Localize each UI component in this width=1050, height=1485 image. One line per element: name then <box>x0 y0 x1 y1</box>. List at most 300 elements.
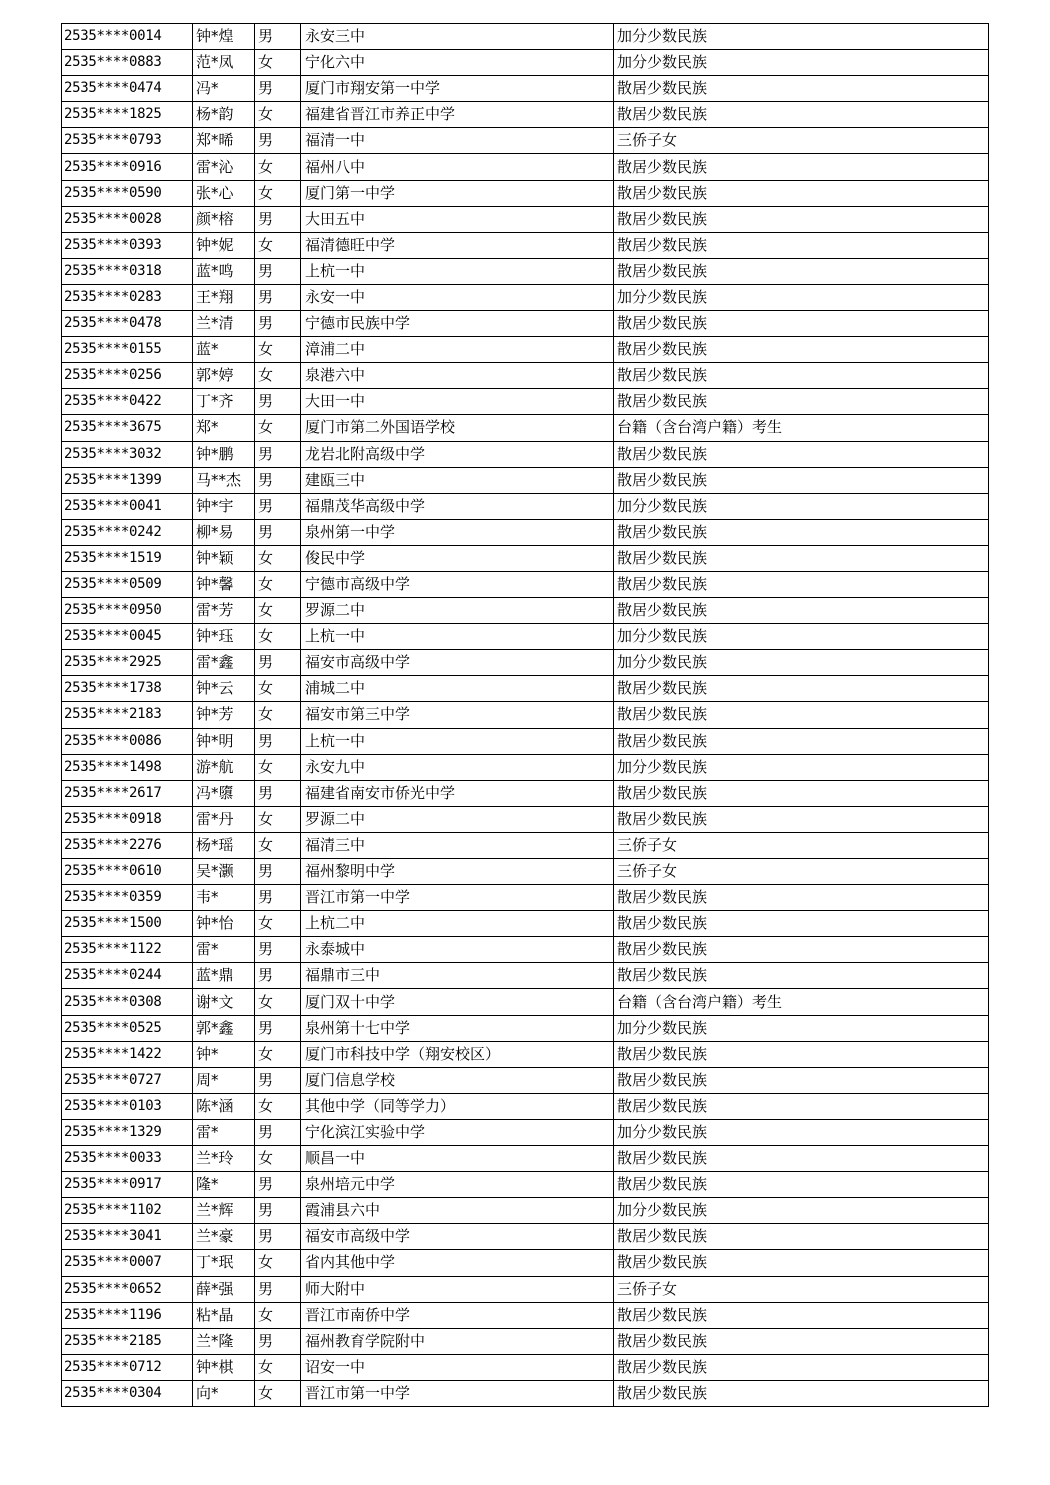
gender-cell: 女 <box>255 1380 301 1406</box>
student-name-cell: 丁*珉 <box>193 1250 255 1276</box>
category-cell: 加分少数民族 <box>614 1015 989 1041</box>
student-name-cell: 钟*芳 <box>193 702 255 728</box>
candidate-id-cell: 2535****0304 <box>62 1380 193 1406</box>
category-cell: 散居少数民族 <box>614 1146 989 1172</box>
student-name-cell: 韦* <box>193 885 255 911</box>
table-row <box>62 1172 989 1198</box>
gender-cell: 男 <box>255 1198 301 1224</box>
category-cell: 散居少数民族 <box>614 441 989 467</box>
candidate-id-cell: 2535****0712 <box>62 1354 193 1380</box>
student-name-cell: 钟*鹏 <box>193 441 255 467</box>
school-cell: 厦门信息学校 <box>301 1067 614 1093</box>
table-row <box>62 102 989 128</box>
candidate-id-cell: 2535****0883 <box>62 50 193 76</box>
school-cell: 厦门双十中学 <box>301 989 614 1015</box>
school-cell: 宁德市高级中学 <box>301 571 614 597</box>
candidate-id-cell: 2535****0918 <box>62 806 193 832</box>
school-cell: 福安市高级中学 <box>301 650 614 676</box>
table-row <box>62 571 989 597</box>
school-cell: 上杭二中 <box>301 911 614 937</box>
student-name-cell: 郭*婷 <box>193 363 255 389</box>
school-cell: 福清三中 <box>301 832 614 858</box>
student-name-cell: 钟*宇 <box>193 493 255 519</box>
gender-cell: 男 <box>255 885 301 911</box>
school-cell: 永泰城中 <box>301 937 614 963</box>
school-cell: 厦门市翔安第一中学 <box>301 76 614 102</box>
category-cell: 台籍（含台湾户籍）考生 <box>614 415 989 441</box>
student-name-cell: 隆* <box>193 1172 255 1198</box>
table-row <box>62 50 989 76</box>
table-row <box>62 519 989 545</box>
candidate-id-cell: 2535****1399 <box>62 467 193 493</box>
gender-cell: 男 <box>255 1119 301 1145</box>
school-cell: 泉港六中 <box>301 363 614 389</box>
student-name-cell: 雷*丹 <box>193 806 255 832</box>
candidate-id-cell: 2535****1102 <box>62 1198 193 1224</box>
student-name-cell: 兰*辉 <box>193 1198 255 1224</box>
table-row <box>62 24 989 50</box>
school-cell: 上杭一中 <box>301 258 614 284</box>
category-cell: 散居少数民族 <box>614 571 989 597</box>
category-cell: 散居少数民族 <box>614 337 989 363</box>
category-cell: 三侨子女 <box>614 832 989 858</box>
candidate-id-cell: 2535****0308 <box>62 989 193 1015</box>
student-name-cell: 吴*灏 <box>193 859 255 885</box>
gender-cell: 女 <box>255 545 301 571</box>
gender-cell: 男 <box>255 76 301 102</box>
student-name-cell: 钟*明 <box>193 728 255 754</box>
category-cell: 散居少数民族 <box>614 1328 989 1354</box>
gender-cell: 女 <box>255 180 301 206</box>
school-cell: 福清一中 <box>301 128 614 154</box>
student-name-cell: 郑* <box>193 415 255 441</box>
category-cell: 散居少数民族 <box>614 1354 989 1380</box>
candidate-id-cell: 2535****0474 <box>62 76 193 102</box>
gender-cell: 女 <box>255 1146 301 1172</box>
candidate-id-cell: 2535****0393 <box>62 232 193 258</box>
candidate-id-cell: 2535****2185 <box>62 1328 193 1354</box>
candidate-id-cell: 2535****0014 <box>62 24 193 50</box>
category-cell: 散居少数民族 <box>614 1067 989 1093</box>
candidate-id-cell: 2535****0610 <box>62 859 193 885</box>
category-cell: 散居少数民族 <box>614 598 989 624</box>
school-cell: 宁化六中 <box>301 50 614 76</box>
category-cell: 散居少数民族 <box>614 885 989 911</box>
school-cell: 宁化滨江实验中学 <box>301 1119 614 1145</box>
gender-cell: 女 <box>255 571 301 597</box>
gender-cell: 女 <box>255 50 301 76</box>
student-name-cell: 钟*馨 <box>193 571 255 597</box>
table-row <box>62 258 989 284</box>
gender-cell: 男 <box>255 780 301 806</box>
table-row <box>62 311 989 337</box>
student-name-cell: 钟* <box>193 1041 255 1067</box>
school-cell: 福州黎明中学 <box>301 859 614 885</box>
candidate-id-cell: 2535****3675 <box>62 415 193 441</box>
student-name-cell: 雷* <box>193 1119 255 1145</box>
candidate-id-cell: 2535****0086 <box>62 728 193 754</box>
school-cell: 永安三中 <box>301 24 614 50</box>
gender-cell: 女 <box>255 989 301 1015</box>
school-cell: 泉州第十七中学 <box>301 1015 614 1041</box>
candidate-id-cell: 2535****0793 <box>62 128 193 154</box>
gender-cell: 男 <box>255 1224 301 1250</box>
gender-cell: 男 <box>255 728 301 754</box>
table-row <box>62 1067 989 1093</box>
gender-cell: 女 <box>255 1250 301 1276</box>
category-cell: 三侨子女 <box>614 859 989 885</box>
table-row <box>62 389 989 415</box>
table-row <box>62 1146 989 1172</box>
candidate-id-cell: 2535****0318 <box>62 258 193 284</box>
table-row <box>62 754 989 780</box>
student-name-cell: 薛*强 <box>193 1276 255 1302</box>
candidate-id-cell: 2535****0525 <box>62 1015 193 1041</box>
category-cell: 加分少数民族 <box>614 754 989 780</box>
table-row <box>62 650 989 676</box>
candidate-id-cell: 2535****0590 <box>62 180 193 206</box>
candidate-id-cell: 2535****0155 <box>62 337 193 363</box>
table-row <box>62 1119 989 1145</box>
student-name-cell: 钟*棋 <box>193 1354 255 1380</box>
gender-cell: 女 <box>255 832 301 858</box>
table-row <box>62 1302 989 1328</box>
table-row <box>62 1015 989 1041</box>
table-row <box>62 702 989 728</box>
roster-body <box>62 24 989 1407</box>
category-cell: 加分少数民族 <box>614 50 989 76</box>
category-cell: 散居少数民族 <box>614 519 989 545</box>
table-row <box>62 1041 989 1067</box>
school-cell: 霞浦县六中 <box>301 1198 614 1224</box>
category-cell: 散居少数民族 <box>614 311 989 337</box>
table-row <box>62 441 989 467</box>
category-cell: 散居少数民族 <box>614 206 989 232</box>
gender-cell: 男 <box>255 284 301 310</box>
gender-cell: 男 <box>255 859 301 885</box>
category-cell: 散居少数民族 <box>614 180 989 206</box>
candidate-id-cell: 2535****0652 <box>62 1276 193 1302</box>
student-name-cell: 钟*颖 <box>193 545 255 571</box>
table-row <box>62 1093 989 1119</box>
gender-cell: 男 <box>255 1276 301 1302</box>
student-name-cell: 兰*豪 <box>193 1224 255 1250</box>
school-cell: 福建省南安市侨光中学 <box>301 780 614 806</box>
category-cell: 散居少数民族 <box>614 363 989 389</box>
candidate-id-cell: 2535****0727 <box>62 1067 193 1093</box>
student-name-cell: 郭*鑫 <box>193 1015 255 1041</box>
candidate-id-cell: 2535****1519 <box>62 545 193 571</box>
student-name-cell: 向* <box>193 1380 255 1406</box>
gender-cell: 男 <box>255 519 301 545</box>
category-cell: 散居少数民族 <box>614 154 989 180</box>
student-name-cell: 柳*易 <box>193 519 255 545</box>
student-name-cell: 范*凤 <box>193 50 255 76</box>
candidate-id-cell: 2535****1196 <box>62 1302 193 1328</box>
table-row <box>62 598 989 624</box>
school-cell: 大田一中 <box>301 389 614 415</box>
candidate-id-cell: 2535****0007 <box>62 1250 193 1276</box>
school-cell: 福鼎茂华高级中学 <box>301 493 614 519</box>
category-cell: 散居少数民族 <box>614 911 989 937</box>
category-cell: 加分少数民族 <box>614 24 989 50</box>
table-row <box>62 728 989 754</box>
category-cell: 散居少数民族 <box>614 1250 989 1276</box>
school-cell: 晋江市南侨中学 <box>301 1302 614 1328</box>
gender-cell: 男 <box>255 467 301 493</box>
category-cell: 台籍（含台湾户籍）考生 <box>614 989 989 1015</box>
table-row <box>62 1250 989 1276</box>
candidate-id-cell: 2535****2183 <box>62 702 193 728</box>
gender-cell: 女 <box>255 337 301 363</box>
table-row <box>62 624 989 650</box>
gender-cell: 男 <box>255 389 301 415</box>
school-cell: 漳浦二中 <box>301 337 614 363</box>
school-cell: 晋江市第一中学 <box>301 885 614 911</box>
candidate-id-cell: 2535****0256 <box>62 363 193 389</box>
school-cell: 诏安一中 <box>301 1354 614 1380</box>
category-cell: 散居少数民族 <box>614 1172 989 1198</box>
student-name-cell: 兰*玲 <box>193 1146 255 1172</box>
candidate-id-cell: 2535****0283 <box>62 284 193 310</box>
category-cell: 散居少数民族 <box>614 676 989 702</box>
student-name-cell: 雷*芳 <box>193 598 255 624</box>
category-cell: 加分少数民族 <box>614 493 989 519</box>
school-cell: 永安九中 <box>301 754 614 780</box>
gender-cell: 女 <box>255 232 301 258</box>
gender-cell: 女 <box>255 911 301 937</box>
candidate-id-cell: 2535****2276 <box>62 832 193 858</box>
category-cell: 加分少数民族 <box>614 650 989 676</box>
table-row <box>62 128 989 154</box>
candidate-id-cell: 2535****0033 <box>62 1146 193 1172</box>
candidate-id-cell: 2535****1738 <box>62 676 193 702</box>
category-cell: 散居少数民族 <box>614 1380 989 1406</box>
category-cell: 散居少数民族 <box>614 1093 989 1119</box>
school-cell: 其他中学（同等学力） <box>301 1093 614 1119</box>
student-name-cell: 冯* <box>193 76 255 102</box>
student-name-cell: 马**杰 <box>193 467 255 493</box>
candidate-id-cell: 2535****0916 <box>62 154 193 180</box>
candidate-id-cell: 2535****0478 <box>62 311 193 337</box>
gender-cell: 女 <box>255 624 301 650</box>
candidate-id-cell: 2535****1122 <box>62 937 193 963</box>
school-cell: 永安一中 <box>301 284 614 310</box>
candidate-id-cell: 2535****0509 <box>62 571 193 597</box>
category-cell: 散居少数民族 <box>614 258 989 284</box>
gender-cell: 女 <box>255 702 301 728</box>
candidate-id-cell: 2535****0359 <box>62 885 193 911</box>
school-cell: 罗源二中 <box>301 598 614 624</box>
category-cell: 散居少数民族 <box>614 389 989 415</box>
school-cell: 厦门第一中学 <box>301 180 614 206</box>
category-cell: 散居少数民族 <box>614 780 989 806</box>
school-cell: 大田五中 <box>301 206 614 232</box>
student-name-cell: 雷*鑫 <box>193 650 255 676</box>
student-name-cell: 雷*沁 <box>193 154 255 180</box>
student-name-cell: 冯*隳 <box>193 780 255 806</box>
category-cell: 散居少数民族 <box>614 728 989 754</box>
candidate-id-cell: 2535****2617 <box>62 780 193 806</box>
table-row <box>62 937 989 963</box>
category-cell: 散居少数民族 <box>614 937 989 963</box>
gender-cell: 女 <box>255 1354 301 1380</box>
gender-cell: 男 <box>255 963 301 989</box>
candidate-id-cell: 2535****3032 <box>62 441 193 467</box>
student-name-cell: 兰*清 <box>193 311 255 337</box>
student-name-cell: 杨*韵 <box>193 102 255 128</box>
gender-cell: 女 <box>255 415 301 441</box>
school-cell: 泉州第一中学 <box>301 519 614 545</box>
gender-cell: 女 <box>255 1041 301 1067</box>
school-cell: 厦门市科技中学（翔安校区） <box>301 1041 614 1067</box>
category-cell: 三侨子女 <box>614 1276 989 1302</box>
table-row <box>62 806 989 832</box>
table-row <box>62 832 989 858</box>
student-name-cell: 蓝*鸣 <box>193 258 255 284</box>
school-cell: 福州八中 <box>301 154 614 180</box>
table-row <box>62 337 989 363</box>
category-cell: 散居少数民族 <box>614 702 989 728</box>
candidate-id-cell: 2535****1422 <box>62 1041 193 1067</box>
table-row <box>62 676 989 702</box>
candidate-id-cell: 2535****1500 <box>62 911 193 937</box>
gender-cell: 女 <box>255 154 301 180</box>
table-row <box>62 180 989 206</box>
gender-cell: 女 <box>255 363 301 389</box>
gender-cell: 男 <box>255 1172 301 1198</box>
candidate-id-cell: 2535****3041 <box>62 1224 193 1250</box>
school-cell: 福安市高级中学 <box>301 1224 614 1250</box>
category-cell: 散居少数民族 <box>614 1041 989 1067</box>
category-cell: 加分少数民族 <box>614 284 989 310</box>
table-row <box>62 1354 989 1380</box>
table-row <box>62 1198 989 1224</box>
category-cell: 散居少数民族 <box>614 963 989 989</box>
student-name-cell: 游*航 <box>193 754 255 780</box>
table-row <box>62 76 989 102</box>
category-cell: 散居少数民族 <box>614 1224 989 1250</box>
candidate-id-cell: 2535****0950 <box>62 598 193 624</box>
category-cell: 散居少数民族 <box>614 467 989 493</box>
category-cell: 散居少数民族 <box>614 232 989 258</box>
gender-cell: 男 <box>255 1328 301 1354</box>
student-name-cell: 钟*煌 <box>193 24 255 50</box>
student-name-cell: 杨*瑶 <box>193 832 255 858</box>
gender-cell: 男 <box>255 441 301 467</box>
category-cell: 散居少数民族 <box>614 76 989 102</box>
candidate-id-cell: 2535****1825 <box>62 102 193 128</box>
candidate-id-cell: 2535****0041 <box>62 493 193 519</box>
student-name-cell: 丁*齐 <box>193 389 255 415</box>
student-name-cell: 兰*隆 <box>193 1328 255 1354</box>
gender-cell: 女 <box>255 1302 301 1328</box>
school-cell: 师大附中 <box>301 1276 614 1302</box>
table-row <box>62 154 989 180</box>
category-cell: 散居少数民族 <box>614 102 989 128</box>
gender-cell: 女 <box>255 676 301 702</box>
school-cell: 上杭一中 <box>301 624 614 650</box>
gender-cell: 男 <box>255 493 301 519</box>
candidate-id-cell: 2535****0242 <box>62 519 193 545</box>
table-row <box>62 545 989 571</box>
student-name-cell: 张*心 <box>193 180 255 206</box>
school-cell: 福安市第三中学 <box>301 702 614 728</box>
table-row <box>62 467 989 493</box>
table-row <box>62 232 989 258</box>
gender-cell: 女 <box>255 754 301 780</box>
school-cell: 福清德旺中学 <box>301 232 614 258</box>
student-name-cell: 周* <box>193 1067 255 1093</box>
student-name-cell: 蓝*鼎 <box>193 963 255 989</box>
student-name-cell: 郑*晞 <box>193 128 255 154</box>
gender-cell: 男 <box>255 311 301 337</box>
student-name-cell: 钟*怡 <box>193 911 255 937</box>
table-row <box>62 911 989 937</box>
student-name-cell: 雷* <box>193 937 255 963</box>
gender-cell: 女 <box>255 102 301 128</box>
school-cell: 龙岩北附高级中学 <box>301 441 614 467</box>
gender-cell: 男 <box>255 24 301 50</box>
school-cell: 晋江市第一中学 <box>301 1380 614 1406</box>
student-name-cell: 钟*妮 <box>193 232 255 258</box>
category-cell: 加分少数民族 <box>614 1198 989 1224</box>
category-cell: 加分少数民族 <box>614 624 989 650</box>
school-cell: 罗源二中 <box>301 806 614 832</box>
gender-cell: 女 <box>255 1093 301 1119</box>
student-name-cell: 谢*文 <box>193 989 255 1015</box>
category-cell: 散居少数民族 <box>614 806 989 832</box>
gender-cell: 女 <box>255 598 301 624</box>
table-row <box>62 493 989 519</box>
table-row <box>62 885 989 911</box>
candidate-id-cell: 2535****0422 <box>62 389 193 415</box>
school-cell: 建瓯三中 <box>301 467 614 493</box>
table-row <box>62 206 989 232</box>
student-name-cell: 钟*云 <box>193 676 255 702</box>
school-cell: 浦城二中 <box>301 676 614 702</box>
table-row <box>62 284 989 310</box>
candidate-id-cell: 2535****2925 <box>62 650 193 676</box>
gender-cell: 男 <box>255 937 301 963</box>
gender-cell: 男 <box>255 1067 301 1093</box>
candidate-id-cell: 2535****0045 <box>62 624 193 650</box>
student-name-cell: 粘*晶 <box>193 1302 255 1328</box>
school-cell: 福州教育学院附中 <box>301 1328 614 1354</box>
gender-cell: 女 <box>255 806 301 832</box>
gender-cell: 男 <box>255 258 301 284</box>
school-cell: 泉州培元中学 <box>301 1172 614 1198</box>
school-cell: 厦门市第二外国语学校 <box>301 415 614 441</box>
candidate-id-cell: 2535****0103 <box>62 1093 193 1119</box>
candidate-id-cell: 2535****0917 <box>62 1172 193 1198</box>
gender-cell: 男 <box>255 206 301 232</box>
student-name-cell: 王*翔 <box>193 284 255 310</box>
school-cell: 顺昌一中 <box>301 1146 614 1172</box>
table-row <box>62 989 989 1015</box>
table-row <box>62 1380 989 1406</box>
school-cell: 福鼎市三中 <box>301 963 614 989</box>
candidate-id-cell: 2535****1498 <box>62 754 193 780</box>
table-row <box>62 1328 989 1354</box>
gender-cell: 男 <box>255 1015 301 1041</box>
table-row <box>62 859 989 885</box>
school-cell: 宁德市民族中学 <box>301 311 614 337</box>
school-cell: 俊民中学 <box>301 545 614 571</box>
table-row <box>62 963 989 989</box>
school-cell: 上杭一中 <box>301 728 614 754</box>
candidate-id-cell: 2535****0028 <box>62 206 193 232</box>
